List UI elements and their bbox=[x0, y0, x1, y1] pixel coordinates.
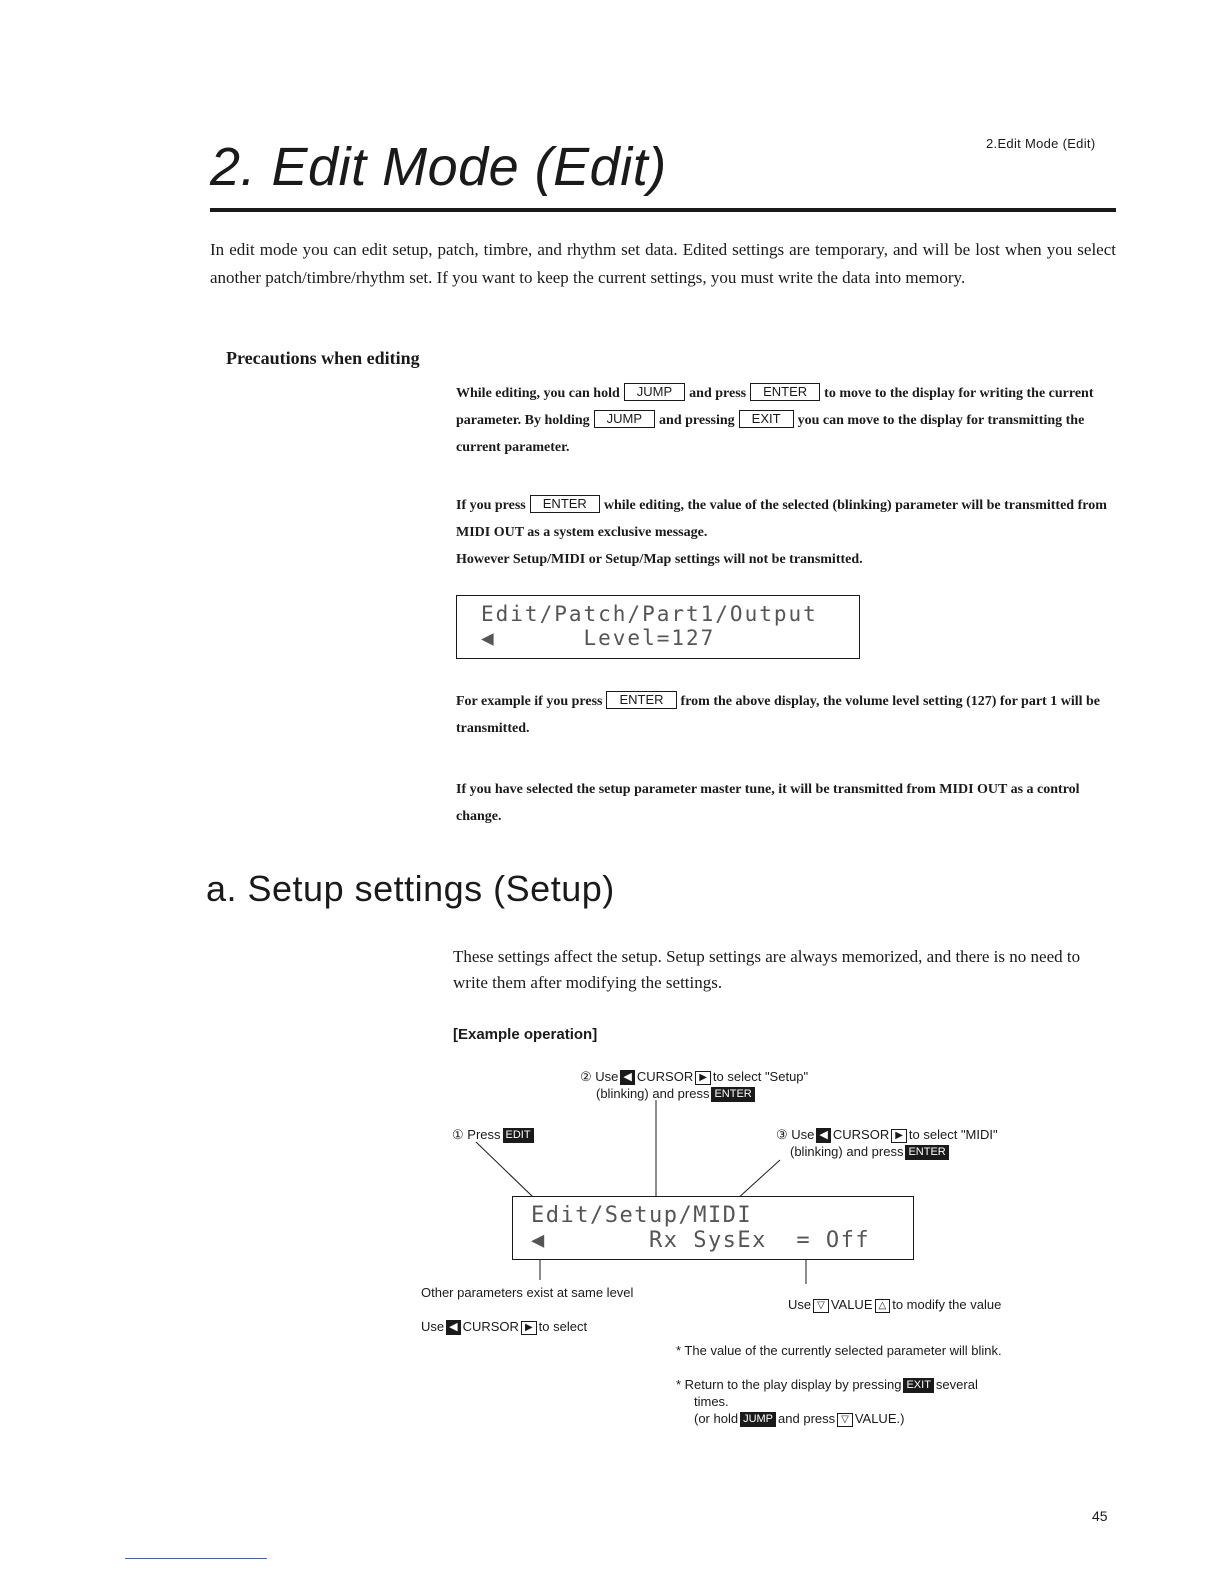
right-arrow-icon: ▶ bbox=[891, 1129, 907, 1143]
text: * Return to the play display by pressing bbox=[676, 1377, 902, 1392]
text: to select "Setup" bbox=[712, 1069, 809, 1084]
precaution-paragraph-5: If you have selected the setup parameter master tune, it will be transmitted from MIDI OUT as a control change. bbox=[456, 782, 1080, 824]
enter-key: ENTER bbox=[905, 1145, 948, 1160]
text: VALUE bbox=[830, 1297, 873, 1312]
jump-key: JUMP bbox=[740, 1412, 776, 1427]
text: While editing, you can hold bbox=[456, 386, 620, 401]
step-number: ① bbox=[452, 1127, 464, 1142]
lcd-line-1: Edit/Patch/Part1/Output bbox=[481, 602, 818, 626]
text: (blinking) and press bbox=[596, 1086, 710, 1101]
precautions-heading: Precautions when editing bbox=[226, 348, 420, 368]
text: to select "MIDI" bbox=[908, 1127, 998, 1142]
example-heading: [Example operation] bbox=[453, 1026, 598, 1043]
right-arrow-icon: ▶ bbox=[695, 1071, 711, 1085]
footer-link-line bbox=[125, 1558, 267, 1559]
text: to select bbox=[538, 1319, 588, 1334]
text: CURSOR bbox=[462, 1319, 519, 1334]
step-number: ③ bbox=[776, 1127, 788, 1142]
text: while editing, the value of the selected (blinking) parameter will be transmitted from MIDI OUT as a system exclusive message. bbox=[456, 498, 1107, 540]
up-triangle-icon: △ bbox=[875, 1299, 891, 1313]
jump-key: JUMP bbox=[594, 410, 655, 428]
text: Use bbox=[595, 1069, 619, 1084]
text: For example if you press bbox=[456, 694, 603, 709]
text: (blinking) and press bbox=[790, 1144, 904, 1159]
text: Press bbox=[467, 1127, 501, 1142]
value-modify-note bbox=[788, 1296, 1001, 1313]
text: to modify the value bbox=[892, 1297, 1002, 1312]
connector-step-3 bbox=[736, 1160, 780, 1200]
note-blink: * The value of the currently selected parameter will blink. bbox=[676, 1343, 1002, 1358]
text: (or hold bbox=[694, 1411, 739, 1426]
text: from the above display, the volume level setting (127) for part 1 will be transmitted. bbox=[456, 694, 1100, 736]
lcd-display-example-2 bbox=[512, 1196, 914, 1260]
down-triangle-icon: ▽ bbox=[837, 1413, 853, 1427]
left-arrow-icon: ◀ bbox=[620, 1070, 634, 1085]
precaution-paragraph-3: However Setup/MIDI or Setup/Map settings will not be transmitted. bbox=[456, 552, 863, 567]
lcd-line-1: Edit/Setup/MIDI bbox=[531, 1203, 753, 1228]
exit-key: EXIT bbox=[903, 1378, 933, 1393]
section-paragraph: These settings affect the setup. Setup settings are always memorized, and there is no need to write them after modifying the settings. bbox=[453, 947, 1081, 992]
text: you can move to the display for transmitting the current parameter. bbox=[456, 413, 1085, 455]
enter-key: ENTER bbox=[750, 383, 820, 401]
text: VALUE.) bbox=[854, 1411, 905, 1426]
enter-key: ENTER bbox=[711, 1087, 754, 1102]
text: CURSOR bbox=[832, 1127, 890, 1142]
text: and pressing bbox=[659, 413, 735, 428]
text: several bbox=[935, 1377, 978, 1392]
text: to move to the display for writing the current parameter. By holding bbox=[456, 386, 1094, 428]
down-triangle-icon: ▽ bbox=[813, 1299, 829, 1313]
step-number: ② bbox=[580, 1069, 592, 1084]
text: times. bbox=[694, 1394, 729, 1409]
left-arrow-icon: ◀ bbox=[816, 1128, 830, 1143]
lcd-line-2: ◀ Rx SysEx = Off bbox=[531, 1228, 871, 1253]
enter-key: ENTER bbox=[606, 691, 676, 709]
section-heading: a. Setup settings (Setup) bbox=[206, 868, 615, 909]
text: and press bbox=[689, 386, 747, 401]
connector-step-1 bbox=[476, 1142, 533, 1197]
cursor-select-note bbox=[421, 1318, 587, 1335]
lcd-line-2: ◀ Level=127 bbox=[481, 626, 716, 650]
running-header: 2.Edit Mode (Edit) bbox=[986, 136, 1096, 151]
enter-key: ENTER bbox=[530, 495, 600, 513]
text: CURSOR bbox=[636, 1069, 694, 1084]
text: If you press bbox=[456, 498, 526, 513]
other-params-note: Other parameters exist at same level bbox=[421, 1285, 634, 1300]
right-arrow-icon: ▶ bbox=[521, 1321, 537, 1335]
exit-key: EXIT bbox=[739, 410, 794, 428]
jump-key: JUMP bbox=[624, 383, 685, 401]
page-number: 45 bbox=[1092, 1508, 1108, 1524]
text: Use bbox=[791, 1127, 815, 1142]
edit-key: EDIT bbox=[503, 1128, 534, 1143]
intro-paragraph: In edit mode you can edit setup, patch, timbre, and rhythm set data. Edited settings are temporary, and will be lost when you select another patch/timbre/rhythm set. If you want to keep the current settings, you must write the data into memory. bbox=[210, 240, 1116, 287]
text: Use bbox=[421, 1319, 445, 1334]
left-arrow-icon: ◀ bbox=[446, 1320, 460, 1335]
text: and press bbox=[778, 1411, 836, 1426]
note-return bbox=[676, 1376, 978, 1427]
text: Use bbox=[788, 1297, 812, 1312]
page-title: 2. Edit Mode (Edit) bbox=[210, 137, 667, 197]
